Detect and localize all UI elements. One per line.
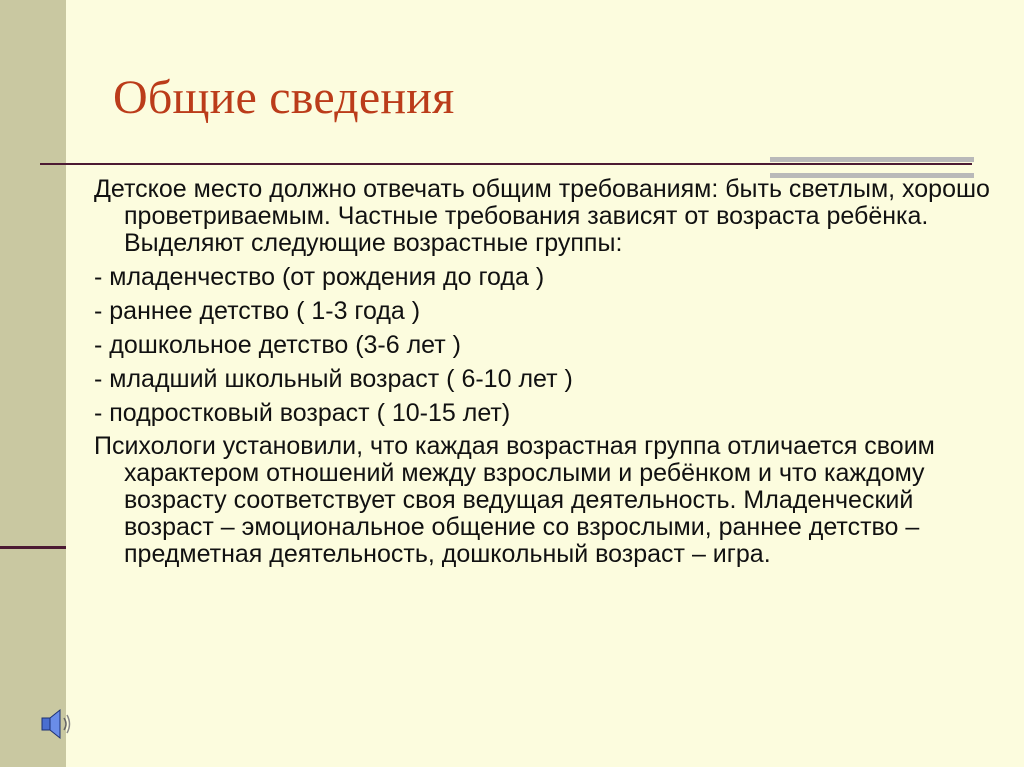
conclusion-paragraph: Психологи установили, что каждая возрастная группа отличается своим характером отношений между взрослыми и ребёнком и что каждому возрасту соответствует своя ведущая деятельность. Младенческий возраст – эмоциональное общение со взрослыми, раннее детство – предметная деятельность, дошкольный возраст – игра. <box>94 432 935 568</box>
slide-body <box>94 176 994 568</box>
age-group-item: - раннее детство ( 1-3 года ) <box>94 297 421 325</box>
accent-bar-top <box>770 157 974 162</box>
age-group-item: - подростковый возраст ( 10-15 лет) <box>94 399 511 427</box>
intro-paragraph: Детское место должно отвечать общим требованиям: быть светлым, хорошо проветриваемым. Частные требования зависят от возраста ребёнка. Выделяют следующие возрастные группы: <box>94 175 990 257</box>
speaker-icon[interactable] <box>38 706 74 742</box>
age-group-item: - дошкольное детство (3-6 лет ) <box>94 331 461 359</box>
left-band-divider <box>0 546 66 549</box>
age-group-item: - младенчество (от рождения до года ) <box>94 263 545 291</box>
age-group-item: - младший школьный возраст ( 6-10 лет ) <box>94 365 573 393</box>
left-decorative-band <box>0 0 66 767</box>
slide-title: Общие сведения <box>113 71 455 124</box>
